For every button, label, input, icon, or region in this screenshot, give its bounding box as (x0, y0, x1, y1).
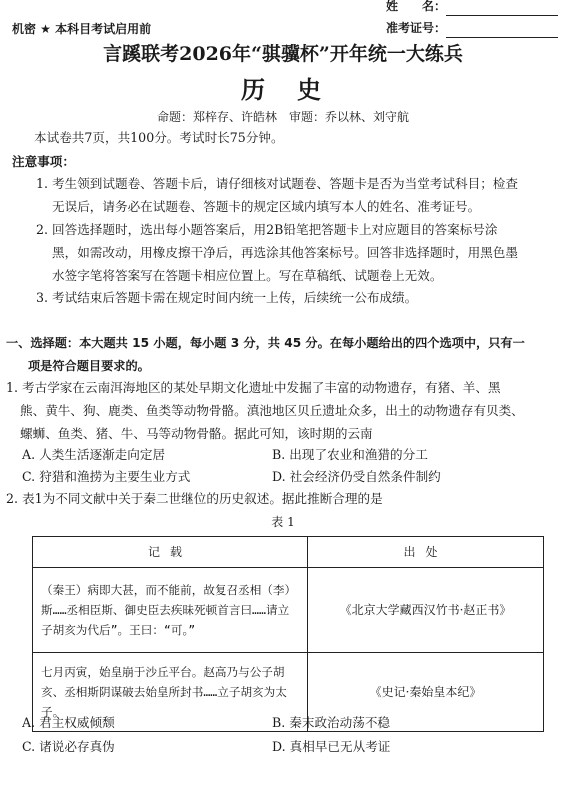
record-cell: 七月丙寅，始皇崩于沙丘平台。赵高乃与公子胡亥、丞相斯阴谋破去始皇所封书……立子胡亥为太子。 (33, 653, 308, 732)
name-label: 姓 名： (386, 0, 447, 13)
table-caption: 表 1 (271, 515, 295, 529)
q1-stem-line: 螺蛳、鱼类、猪、牛、马等动物骨骼。据此可知，该时期的云南 (20, 426, 373, 441)
q1-option-c: C. 狩猎和渔捞为主要生业方式 (22, 469, 191, 484)
note-line: 3. 考试结束后答题卡需在规定时间内统一上传，后续统一公布成绩。 (36, 290, 418, 305)
table-row (33, 568, 544, 653)
q1-option-b: B. 出现了农业和渔猎的分工 (272, 447, 428, 462)
source-table (32, 536, 544, 732)
note-line: 水签字笔将答案写在答题卡相应位置上。写在草稿纸、试题卷上无效。 (52, 268, 443, 283)
name-field (386, 0, 558, 16)
q1-option-a: A. 人类生活逐渐走向定居 (22, 447, 166, 462)
subject-title: 历 史 (241, 75, 325, 104)
exam-title: 言蹊联考2026年“骐骥杯”开年统一大练兵 (103, 43, 463, 65)
source-cell: 《史记·秦始皇本纪》 (308, 653, 544, 732)
q1-stem-line: 1. 考古学家在云南洱海地区的某处早期文化遗址中发掘了丰富的动物遗存，有猪、羊、黑 (6, 380, 501, 395)
q2-option-d: D. 真相早已无从考证 (272, 739, 391, 754)
table-header-row (33, 537, 544, 568)
q2-option-b: B. 秦末政治动荡不稳 (272, 715, 391, 730)
secret-tag: 机密 ★ 本科目考试启用前 (12, 22, 152, 36)
table-header-source: 出处 (308, 537, 544, 568)
source-cell: 《北京大学藏西汉竹书·赵正书》 (308, 568, 544, 653)
exam-id-field (386, 19, 558, 38)
exam-id-label: 准考证号： (386, 21, 447, 35)
exam-id-blank (446, 23, 558, 38)
q1-stem-line: 熊、黄牛、狗、鹿类、鱼类等动物骨骼。滇池地区贝丘遗址众多，出土的动物遗存有贝类、 (20, 403, 524, 418)
q2-stem: 2. 表1为不同文献中关于秦二世继位的历史叙述。据此推断合理的是 (6, 491, 383, 506)
section-heading: 一、选择题：本大题共 15 小题，每小题 3 分，共 45 分。在每小题给出的四个选项中，只有一 (6, 336, 525, 350)
note-line: 黑，如需改动，用橡皮擦干净后，再选涂其他答案标号。回答非选择题时，用黑色墨 (52, 245, 518, 260)
authors-line: 命题：郑梓存、许皓林 审题：乔以林、刘守航 (156, 110, 409, 124)
table-header-record: 记载 (33, 537, 308, 568)
q1-option-d: D. 社会经济仍受自然条件制约 (272, 469, 441, 484)
note-line: 无误后，请务必在试题卷、答题卡的规定区域内填写本人的姓名、准考证号。 (52, 199, 481, 214)
name-blank (446, 1, 558, 16)
note-line: 2. 回答选择题时，选出每小题答案后，用2B铅笔把答题卡上对应题目的答案标号涂 (36, 222, 498, 237)
q2-option-a: A. 君主权威倾颓 (22, 715, 115, 730)
section-heading-cont: 项是符合题目要求的。 (28, 359, 150, 373)
q2-option-c: C. 诸说必存真伪 (22, 739, 115, 754)
exam-intro: 本试卷共7页，共100分。考试时长75分钟。 (34, 130, 284, 145)
notes-heading: 注意事项： (12, 154, 75, 169)
record-cell: （秦王）病即大甚，而不能前，故复召丞相（李）斯……丞相臣斯、御史臣去疾昧死顿首言曰……请立子胡亥为代后”。王曰：“可。” (33, 568, 308, 653)
note-line: 1. 考生领到试题卷、答题卡后，请仔细核对试题卷、答题卡是否为当堂考试科目；检查 (36, 176, 518, 191)
